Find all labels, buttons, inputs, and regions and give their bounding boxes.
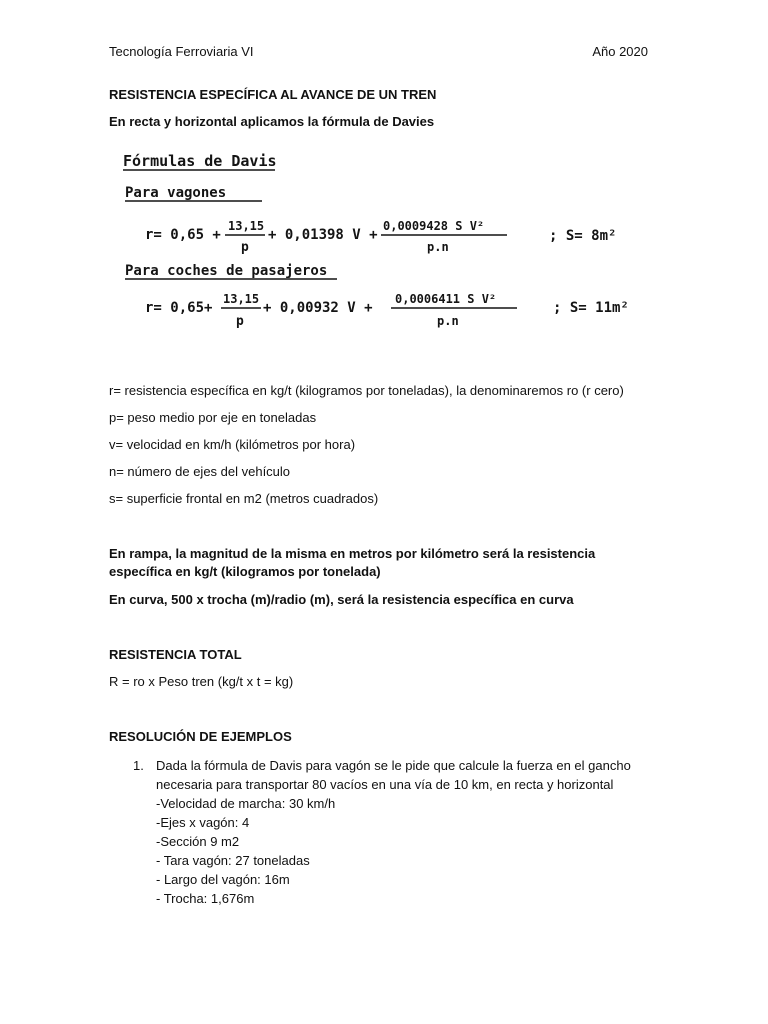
- coaches-label: Para coches de pasajeros: [125, 263, 328, 279]
- davis-formula-scan: [115, 140, 655, 340]
- ramp-paragraph: En rampa, la magnitud de la misma en metros por kilómetro será la resistencia específica en kg/t (kilogramos por tonelada): [109, 546, 596, 579]
- wagons-mid: + 0,01398 V +: [268, 227, 378, 243]
- example-item: [109, 756, 657, 908]
- wagons-frac2-num: 0,0009428 S V²: [383, 219, 485, 233]
- total-heading: RESISTENCIA TOTAL: [109, 647, 242, 662]
- formula-heading: Fórmulas de Davis: [123, 152, 277, 170]
- definition-s: s= superficie frontal en m2 (metros cuadrados): [109, 491, 379, 506]
- coaches-frac2-den: p.n: [437, 314, 459, 328]
- wagons-note: ; S= 8m²: [549, 228, 617, 244]
- example-tare: - Tara vagón: 27 toneladas: [156, 853, 310, 868]
- section-subtitle: En recta y horizontal aplicamos la fórmula de Davies: [109, 114, 435, 129]
- curve-paragraph: En curva, 500 x trocha (m)/radio (m), será la resistencia específica en curva: [109, 592, 574, 607]
- coaches-frac1-den: p: [236, 314, 244, 329]
- example-section: -Sección 9 m2: [156, 834, 240, 849]
- wagons-frac2-den: p.n: [427, 240, 449, 254]
- wagons-frac1-num: 13,15: [228, 219, 265, 233]
- wagons-frac1-den: p: [241, 240, 249, 255]
- wagons-label: Para vagones: [125, 185, 227, 201]
- definition-n: n= número de ejes del vehículo: [109, 464, 291, 479]
- examples-heading: RESOLUCIÓN DE EJEMPLOS: [109, 729, 292, 744]
- example-speed: -Velocidad de marcha: 30 km/h: [156, 796, 336, 811]
- wagons-lhs: r= 0,65 +: [145, 227, 221, 243]
- coaches-mid: + 0,00932 V +: [263, 300, 373, 316]
- example-axles: -Ejes x vagón: 4: [156, 815, 250, 830]
- total-formula: R = ro x Peso tren (kg/t x t = kg): [109, 674, 294, 689]
- example-number: 1.: [133, 758, 144, 773]
- davis-formula-image: [115, 140, 655, 340]
- example-length: - Largo del vagón: 16m: [156, 872, 290, 887]
- header-course: Tecnología Ferroviaria VI: [109, 44, 254, 59]
- example-text: Dada la fórmula de Davis para vagón se le pide que calcule la fuerza en el gancho necesaria para transportar 80 vacíos en una vía de 10 km, en recta y horizontal: [156, 758, 631, 792]
- examples-list: [109, 756, 657, 908]
- example-gauge: - Trocha: 1,676m: [156, 891, 255, 906]
- section-title: RESISTENCIA ESPECÍFICA AL AVANCE DE UN TREN: [109, 87, 437, 102]
- definition-v: v= velocidad en km/h (kilómetros por hora): [109, 437, 356, 452]
- definition-r: r= resistencia específica en kg/t (kilogramos por toneladas), la denominaremos ro (r cero): [109, 383, 624, 398]
- definition-p: p= peso medio por eje en toneladas: [109, 410, 317, 425]
- coaches-note: ; S= 11m²: [553, 300, 629, 316]
- header-year: Año 2020: [592, 44, 648, 59]
- coaches-frac2-num: 0,0006411 S V²: [395, 292, 497, 306]
- coaches-lhs: r= 0,65+: [145, 300, 213, 316]
- coaches-frac1-num: 13,15: [223, 292, 260, 306]
